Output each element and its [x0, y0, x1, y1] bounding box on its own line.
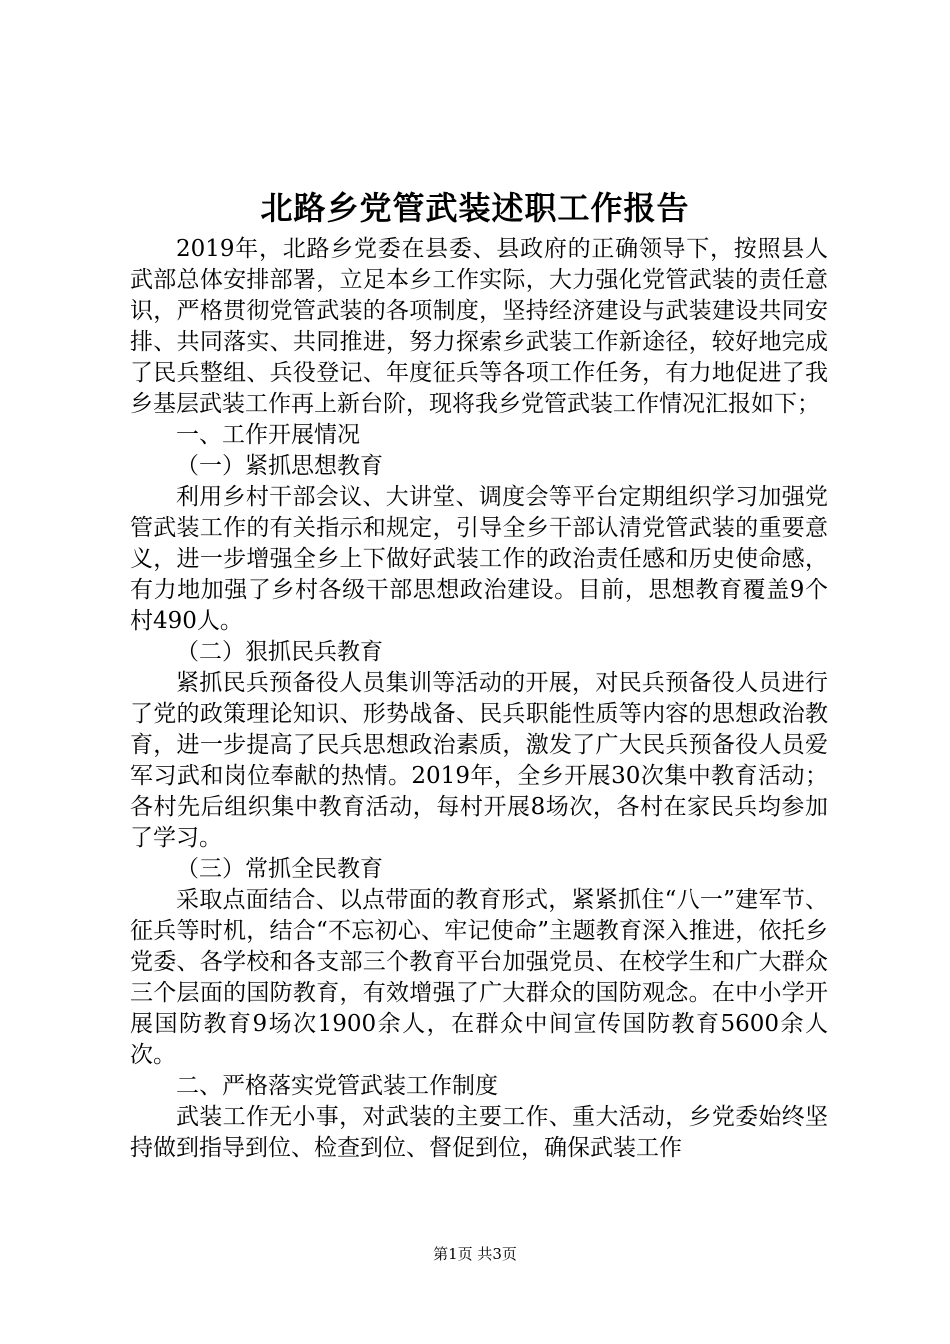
subsection-heading-1: （一）紧抓思想教育 [176, 453, 383, 479]
page-number: 第1页 共3页 [433, 1245, 517, 1263]
section-heading-1: 一、工作开展情况 [176, 422, 360, 448]
body-paragraph: 利用乡村干部会议、大讲堂、调度会等平台定期组织学习加强党管武装工作的有关指示和规定，引导全乡干部认清党管武装的重要意义，进一步增强全乡上下做好武装工作的政治责任感和历史使命感，有力地加强了乡村各级干部思想政治建设。目前，思想教育覆盖9个村490人。 [130, 484, 828, 634]
subsection-heading-2: （二）狠抓民兵教育 [176, 639, 383, 665]
page-footer [0, 1244, 950, 1264]
body-paragraph: 紧抓民兵预备役人员集训等活动的开展，对民兵预备役人员进行了党的政策理论知识、形势战备、民兵职能性质等内容的思想政治教育，进一步提高了民兵思想政治素质，激发了广大民兵预备役人员爱军习武和岗位奉献的热情。2019年，全乡开展30次集中教育活动；各村先后组织集中教育活动，每村开展8场次，各村在家民兵均参加了学习。 [130, 670, 828, 851]
intro-paragraph: 2019年，北路乡党委在县委、县政府的正确领导下，按照县人武部总体安排部署，立足本乡工作实际，大力强化党管武装的责任意识，严格贯彻党管武装的各项制度，坚持经济建设与武装建设共同安排、共同落实、共同推进，努力探索乡武装工作新途径，较好地完成了民兵整组、兵役登记、年度征兵等各项工作任务，有力地促进了我乡基层武装工作再上新台阶，现将我乡党管武装工作情况汇报如下； [130, 236, 828, 417]
document-body [130, 234, 828, 1164]
section-heading-2: 二、严格落实党管武装工作制度 [176, 1073, 498, 1099]
document-title: 北路乡党管武装述职工作报告 [260, 189, 690, 227]
body-paragraph: 武装工作无小事，对武装的主要工作、重大活动，乡党委始终坚持做到指导到位、检查到位、督促到位，确保武装工作 [130, 1104, 828, 1161]
body-paragraph: 采取点面结合、以点带面的教育形式，紧紧抓住“八一”建军节、征兵等时机，结合“不忘初心、牢记使命”主题教育深入推进，依托乡党委、各学校和各支部三个教育平台加强党员、在校学生和广大群众三个层面的国防教育，有效增强了广大群众的国防观念。在中小学开展国防教育9场次1900余人，在群众中间宣传国防教育5600余人次。 [130, 887, 828, 1068]
subsection-heading-3: （三）常抓全民教育 [176, 856, 383, 882]
